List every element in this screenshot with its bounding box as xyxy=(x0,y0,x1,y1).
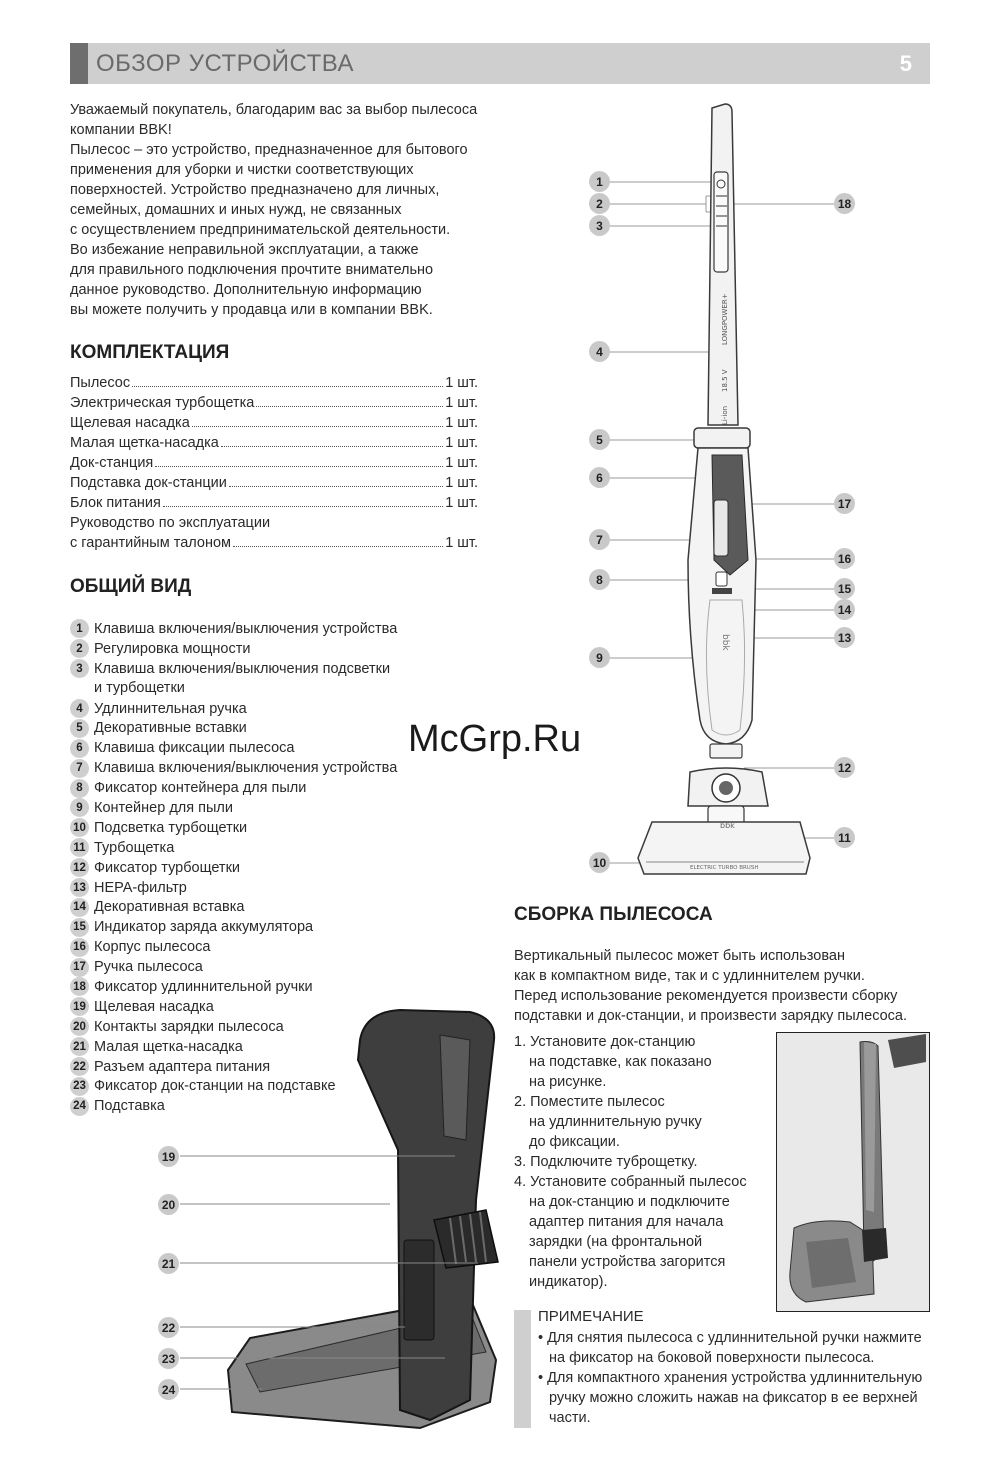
package-item-name: Блок питания xyxy=(70,495,161,511)
intro-line: вы можете получить у продавца или в компании BBK. xyxy=(70,302,433,318)
assembly-step: панели устройства загорится xyxy=(529,1254,726,1270)
package-item-name: с гарантийным талоном xyxy=(70,535,231,551)
part-number: 23 xyxy=(70,1077,89,1096)
package-item xyxy=(70,373,478,393)
part-label: Фиксатор удлиннительной ручки xyxy=(94,978,313,995)
part-label: Фиксатор док-станции на подставке xyxy=(94,1078,336,1095)
part-number: 22 xyxy=(70,1057,89,1076)
package-item-name: Подставка док-станции xyxy=(70,475,227,491)
part-label: HEPA-фильтр xyxy=(94,879,187,896)
part-item xyxy=(70,937,397,957)
package-item xyxy=(70,493,478,513)
package-title: КОМПЛЕКТАЦИЯ xyxy=(70,342,230,363)
callout-17: 17 xyxy=(834,493,855,514)
part-label: Удлиннительная ручка xyxy=(94,700,247,717)
part-label: Контейнер для пыли xyxy=(94,799,233,816)
leader-dots xyxy=(233,546,443,547)
callout-5: 5 xyxy=(589,429,610,450)
callout-24: 24 xyxy=(158,1379,179,1400)
part-number: 10 xyxy=(70,818,89,837)
assembly-step: 4. Установите собранный пылесос xyxy=(514,1174,747,1190)
part-label: Регулировка мощности xyxy=(94,640,251,657)
package-item-qty: 1 шт. xyxy=(445,475,478,491)
part-number: 6 xyxy=(70,739,89,758)
part-label: Подсветка турбощетки xyxy=(94,819,248,836)
dock-station-diagram xyxy=(150,1005,510,1435)
leader-dots xyxy=(221,446,443,447)
part-number: 1 xyxy=(70,619,89,638)
brush-model-label: ELECTRIC TURBO BRUSH xyxy=(690,865,759,871)
part-label: Контакты зарядки пылесоса xyxy=(94,1018,284,1035)
intro-line: компании BBK! xyxy=(70,122,172,138)
part-label: Клавиша фиксации пылесоса xyxy=(94,740,295,757)
callout-10: 10 xyxy=(589,852,610,873)
assembly-intro-line: Вертикальный пылесос может быть использован xyxy=(514,948,845,964)
callout-4: 4 xyxy=(589,341,610,362)
assembly-intro-line: как в компактном виде, так и с удлиннителем ручки. xyxy=(514,968,865,984)
vacuum-main-body xyxy=(688,428,756,758)
package-item xyxy=(70,413,478,433)
package-item-qty: 1 шт. xyxy=(445,375,478,391)
part-item xyxy=(70,639,397,659)
leader-dots xyxy=(163,506,443,507)
package-item xyxy=(70,393,478,413)
battery-type-label: Li-ion xyxy=(721,405,729,425)
package-item xyxy=(70,433,478,453)
part-item xyxy=(70,977,397,997)
part-number: 14 xyxy=(70,898,89,917)
callout-13: 13 xyxy=(834,627,855,648)
callout-20: 20 xyxy=(158,1194,179,1215)
part-label: Декоративная вставка xyxy=(94,899,245,916)
note-title: ПРИМЕЧАНИЕ xyxy=(538,1308,644,1325)
assembly-step: 3. Подключите туброщетку. xyxy=(514,1154,698,1170)
assembly-intro xyxy=(514,946,907,1026)
callout-11: 11 xyxy=(834,827,855,848)
intro-line: применения для уборки и чистки соответствующих xyxy=(70,162,414,178)
part-label: Подставка xyxy=(94,1098,165,1115)
package-item xyxy=(70,473,478,493)
package-item-qty: 1 шт. xyxy=(445,435,478,451)
note-accent-bar xyxy=(514,1310,531,1428)
part-item xyxy=(70,858,397,878)
callout-16: 16 xyxy=(834,548,855,569)
callout-2: 2 xyxy=(589,193,610,214)
assembly-step: адаптер питания для начала xyxy=(529,1214,724,1230)
intro-line: данное руководство. Дополнительную информацию xyxy=(70,282,422,298)
watermark: McGrp.Ru xyxy=(408,718,582,760)
package-item-qty: 1 шт. xyxy=(445,535,478,551)
package-item-name: Электрическая турбощетка xyxy=(70,395,255,411)
part-label: Индикатор заряда аккумулятора xyxy=(94,919,314,936)
assembly-step: на удлиннительную ручку xyxy=(529,1114,702,1130)
leader-dots xyxy=(229,486,443,487)
assembly-step: зарядки (на фронтальной xyxy=(529,1234,703,1250)
assembly-intro-line: Перед использование рекомендуется произвести сборку xyxy=(514,988,898,1004)
callout-1: 1 xyxy=(589,171,610,192)
part-label: Фиксатор контейнера для пыли xyxy=(94,780,307,797)
part-label: Щелевая насадка xyxy=(94,998,214,1015)
intro-line: поверхностей. Устройство предназначено для личных, xyxy=(70,182,440,198)
package-item xyxy=(70,453,478,473)
part-label: Турбощетка xyxy=(94,839,175,856)
intro-paragraph xyxy=(70,100,477,320)
part-number: 16 xyxy=(70,938,89,957)
part-number: 2 xyxy=(70,639,89,658)
leader-dots xyxy=(132,386,443,387)
assembly-title: СБОРКА ПЫЛЕСОСА xyxy=(514,904,713,925)
callout-21: 21 xyxy=(158,1253,179,1274)
note-line: ручку можно сложить нажав на фиксатор в ее верхней xyxy=(549,1390,918,1406)
part-number: 3 xyxy=(70,659,89,678)
part-number: 19 xyxy=(70,997,89,1016)
assembly-step: 2. Поместите пылесос xyxy=(514,1094,665,1110)
package-item-name: Пылесос xyxy=(70,375,131,391)
part-number: 9 xyxy=(70,798,89,817)
package-item-name: Щелевая насадка xyxy=(70,415,190,431)
note-line: • Для компактного хранения устройства удлиннительную xyxy=(538,1370,923,1386)
part-number: 24 xyxy=(70,1097,89,1116)
voltage-label: 18.5 V xyxy=(721,369,729,392)
assembly-step: до фиксации. xyxy=(529,1134,620,1150)
part-label: Разъем адаптера питания xyxy=(94,1058,271,1075)
part-item xyxy=(70,699,397,719)
part-number: 15 xyxy=(70,918,89,937)
package-item xyxy=(70,533,478,553)
part-item xyxy=(70,897,397,917)
part-item xyxy=(70,838,397,858)
intro-line: с осуществлением предпринимательской деятельности. xyxy=(70,222,451,238)
note-line: на фиксатор на боковой поверхности пылесоса. xyxy=(549,1350,875,1366)
overview-title: ОБЩИЙ ВИД xyxy=(70,576,192,597)
header-accent-bar xyxy=(70,43,88,84)
part-number: 13 xyxy=(70,878,89,897)
callout-8: 8 xyxy=(589,569,610,590)
package-item-qty: 1 шт. xyxy=(445,455,478,471)
part-label: Корпус пылесоса xyxy=(94,939,211,956)
part-label: Ручка пылесоса xyxy=(94,959,203,976)
callout-18: 18 xyxy=(834,193,855,214)
leader-dots xyxy=(192,426,443,427)
leader-dots xyxy=(256,406,443,407)
part-item xyxy=(70,798,397,818)
part-number: 17 xyxy=(70,958,89,977)
part-label: Клавиша включения/выключения подсветки xyxy=(94,660,391,677)
part-label: Фиксатор турбощетки xyxy=(94,859,241,876)
part-number: 20 xyxy=(70,1017,89,1036)
intro-line: для правильного подключения прочтите внимательно xyxy=(70,262,434,278)
part-label: Малая щетка-насадка xyxy=(94,1038,243,1055)
callout-23: 23 xyxy=(158,1348,179,1369)
part-item xyxy=(70,659,397,679)
part-item xyxy=(70,818,397,838)
intro-line: Пылесос – это устройство, предназначенное для бытового xyxy=(70,142,468,158)
assembly-step: 1. Установите док-станцию xyxy=(514,1034,696,1050)
longpower-label: LONGPOWER+ xyxy=(721,293,729,345)
part-item xyxy=(70,778,397,798)
note-body xyxy=(538,1328,922,1428)
part-item xyxy=(70,738,397,758)
callout-7: 7 xyxy=(589,529,610,550)
callout-6: 6 xyxy=(589,467,610,488)
part-number: 8 xyxy=(70,779,89,798)
intro-line: Уважаемый покупатель, благодарим вас за выбор пылесоса xyxy=(70,102,478,118)
part-label-continuation: и турбощетки xyxy=(94,679,185,696)
assembly-photo xyxy=(776,1032,930,1312)
package-item-qty: 1 шт. xyxy=(445,395,478,411)
small-brush-attachment xyxy=(434,1210,498,1268)
callout-12: 12 xyxy=(834,757,855,778)
part-item xyxy=(70,758,397,778)
part-label: Клавиша включения/выключения устройства xyxy=(94,620,398,637)
package-item-name: Док-станция xyxy=(70,455,154,471)
callout-3: 3 xyxy=(589,215,610,236)
package-item-name: Руководство по эксплуатации xyxy=(70,515,271,531)
callout-9: 9 xyxy=(589,647,610,668)
page-number: 5 xyxy=(899,51,912,76)
page-title: ОБЗОР УСТРОЙСТВА xyxy=(96,50,354,77)
part-item xyxy=(70,957,397,977)
assembly-steps xyxy=(514,1032,747,1292)
callout-19: 19 xyxy=(158,1146,179,1167)
package-item-qty: 1 шт. xyxy=(445,495,478,511)
part-item xyxy=(70,619,397,639)
note-line: части. xyxy=(549,1410,591,1426)
part-number: 7 xyxy=(70,759,89,778)
package-item-qty: 1 шт. xyxy=(445,415,478,431)
assembly-intro-line: подставки и док-станции, и произвести зарядку пылесоса. xyxy=(514,1008,908,1024)
part-number: 21 xyxy=(70,1037,89,1056)
intro-line: Во избежание неправильной эксплуатации, а также xyxy=(70,242,419,258)
assembly-step: на док-станцию и подключите xyxy=(529,1194,730,1210)
assembly-step: на подставке, как показано xyxy=(529,1054,712,1070)
part-item xyxy=(70,718,397,738)
part-number: 4 xyxy=(70,699,89,718)
package-list xyxy=(70,373,478,553)
brush-brand-logo: bbk xyxy=(720,821,735,830)
part-number: 18 xyxy=(70,977,89,996)
callout-15: 15 xyxy=(834,578,855,599)
package-item-name: Малая щетка-насадка xyxy=(70,435,219,451)
assembly-step: на рисунке. xyxy=(529,1074,607,1090)
assembly-step: индикатор). xyxy=(529,1274,608,1290)
body-brand-logo: bbk xyxy=(720,634,730,651)
part-item xyxy=(70,878,397,898)
part-number: 12 xyxy=(70,858,89,877)
part-number: 5 xyxy=(70,719,89,738)
intro-line: семейных, домашних и иных нужд, не связанных xyxy=(70,202,402,218)
part-label: Клавиша включения/выключения устройства xyxy=(94,760,398,777)
part-number: 11 xyxy=(70,838,89,857)
part-label: Декоративные вставки xyxy=(94,720,247,737)
leader-dots xyxy=(155,466,443,467)
callout-22: 22 xyxy=(158,1317,179,1338)
package-item xyxy=(70,513,478,533)
callout-14: 14 xyxy=(834,599,855,620)
part-item xyxy=(70,917,397,937)
note-line: • Для снятия пылесоса с удлиннительной ручки нажмите xyxy=(538,1330,922,1346)
